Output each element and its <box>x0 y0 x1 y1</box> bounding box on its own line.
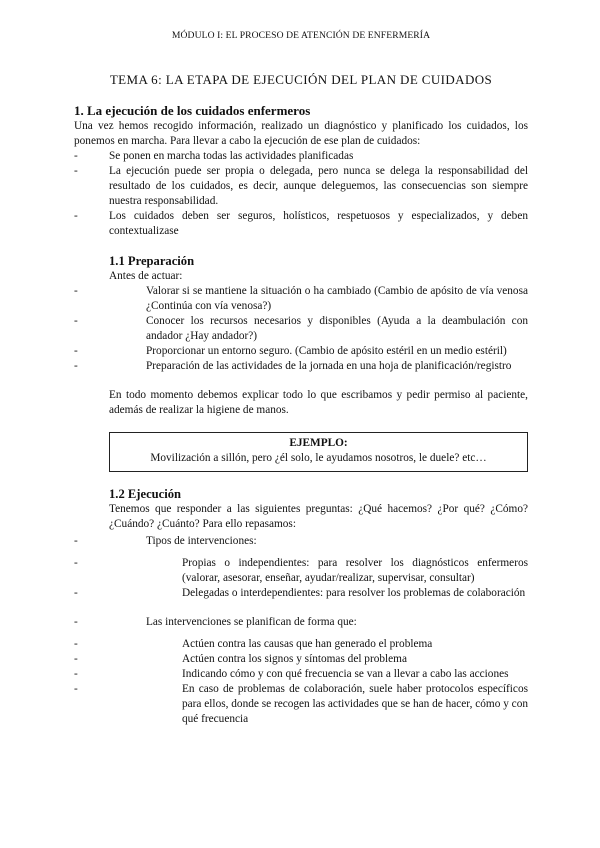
list-item-text: La ejecución puede ser propia o delegada, pero nunca se delega la responsabilidad del resultado de los cuidados, es decir, aunque deleguemos, las consecuencias son siempre nuestra responsabilidad. <box>109 165 528 207</box>
dash-marker: - <box>74 210 78 222</box>
example-title: EJEMPLO: <box>289 437 348 449</box>
dash-marker: - <box>74 285 78 297</box>
list-item <box>74 615 528 630</box>
list-item-text: Indicando cómo y con qué frecuencia se van a llevar a cabo las acciones <box>182 668 509 680</box>
dash-marker: - <box>74 638 78 650</box>
dash-marker: - <box>74 587 78 599</box>
dash-marker: - <box>74 360 78 372</box>
list-item-text: Valorar si se mantiene la situación o ha cambiado (Cambio de apósito de vía venosa ¿Continúa con vía venosa?) <box>146 285 528 312</box>
list-item <box>74 556 528 586</box>
document-title: TEMA 6: LA ETAPA DE EJECUCIÓN DEL PLAN DE CUIDADOS <box>109 72 493 87</box>
list-item <box>74 682 528 727</box>
section-1-1-lead: Antes de actuar: <box>109 270 183 282</box>
dash-marker: - <box>74 616 78 628</box>
list-item-text: Actúen contra las causas que han generado el problema <box>182 638 433 650</box>
list-item-text: En caso de problemas de colaboración, suele haber protocolos específicos para ellos, donde se recogen las actividades que se han de hacer, cómo y con qué frecuencia <box>182 683 528 725</box>
example-text: Movilización a sillón, pero ¿él solo, le ayudamos nosotros, le duele? etc… <box>150 452 487 464</box>
section-1-intro: Una vez hemos recogido información, realizado un diagnóstico y planificado los cuidados, los ponemos en marcha. Para llevar a cabo la ejecución de ese plan de cuidados: <box>74 120 528 147</box>
list-item <box>74 359 528 374</box>
list-item-text: Preparación de las actividades de la jornada en una hoja de planificación/registro <box>146 360 512 372</box>
list-item-text: Propias o independientes: para resolver los diagnósticos enfermeros (valorar, asesorar, enseñar, ayudar/realizar, supervisar, consultar) <box>182 557 528 584</box>
section-1-2-intro: Tenemos que responder a las siguientes preguntas: ¿Qué hacemos? ¿Por qué? ¿Cómo? ¿Cuándo? ¿Cuánto? Para ello repasamos: <box>109 503 528 530</box>
planned-interventions-list <box>74 637 528 727</box>
list-item <box>74 344 528 359</box>
dash-marker: - <box>74 535 78 547</box>
list-item-text: Proporcionar un entorno seguro. (Cambio de apósito estéril en un medio estéril) <box>146 345 507 357</box>
list-item-text: Actúen contra los signos y síntomas del problema <box>182 653 407 665</box>
document-page <box>74 28 528 727</box>
dash-marker: - <box>74 683 78 695</box>
dash-marker: - <box>74 165 78 177</box>
section-1-2-types-list <box>74 534 528 549</box>
dash-marker: - <box>74 150 78 162</box>
list-item-text: Los cuidados deben ser seguros, holísticos, respetuosos y especializados, y deben contextualizase <box>109 210 528 237</box>
list-item <box>74 314 528 344</box>
example-box <box>109 432 528 472</box>
list-item <box>74 637 528 652</box>
list-item <box>74 534 528 549</box>
list-item-text: Tipos de intervenciones: <box>146 535 257 547</box>
dash-marker: - <box>74 557 78 569</box>
list-item <box>74 209 528 239</box>
section-1-1-note: En todo momento debemos explicar todo lo que escribamos y pedir permiso al paciente, además de realizar la higiene de manos. <box>109 389 528 416</box>
list-item <box>74 164 528 209</box>
list-item <box>74 284 528 314</box>
section-1-2-heading: 1.2 Ejecución <box>109 487 182 501</box>
list-item-text: Se ponen en marcha todas las actividades planificadas <box>109 150 354 162</box>
dash-marker: - <box>74 315 78 327</box>
list-item <box>74 586 528 601</box>
list-item <box>74 667 528 682</box>
section-1-list <box>74 149 528 239</box>
list-item <box>74 149 528 164</box>
running-header: MÓDULO I: EL PROCESO DE ATENCIÓN DE ENFERMERÍA <box>171 30 431 41</box>
section-1-1-list <box>74 284 528 374</box>
section-1-1-heading: 1.1 Preparación <box>109 254 195 268</box>
section-1-2-planned-list <box>74 615 528 630</box>
dash-marker: - <box>74 345 78 357</box>
section-1-heading: 1. La ejecución de los cuidados enfermeros <box>74 103 311 118</box>
dash-marker: - <box>74 653 78 665</box>
dash-marker: - <box>74 668 78 680</box>
list-item <box>74 652 528 667</box>
list-item-text: Delegadas o interdependientes: para resolver los problemas de colaboración <box>182 587 526 599</box>
list-item-text: Las intervenciones se planifican de forma que: <box>146 616 357 628</box>
intervention-types-list <box>74 556 528 601</box>
list-item-text: Conocer los recursos necesarios y disponibles (Ayuda a la deambulación con andador ¿Hay andador?) <box>146 315 528 342</box>
